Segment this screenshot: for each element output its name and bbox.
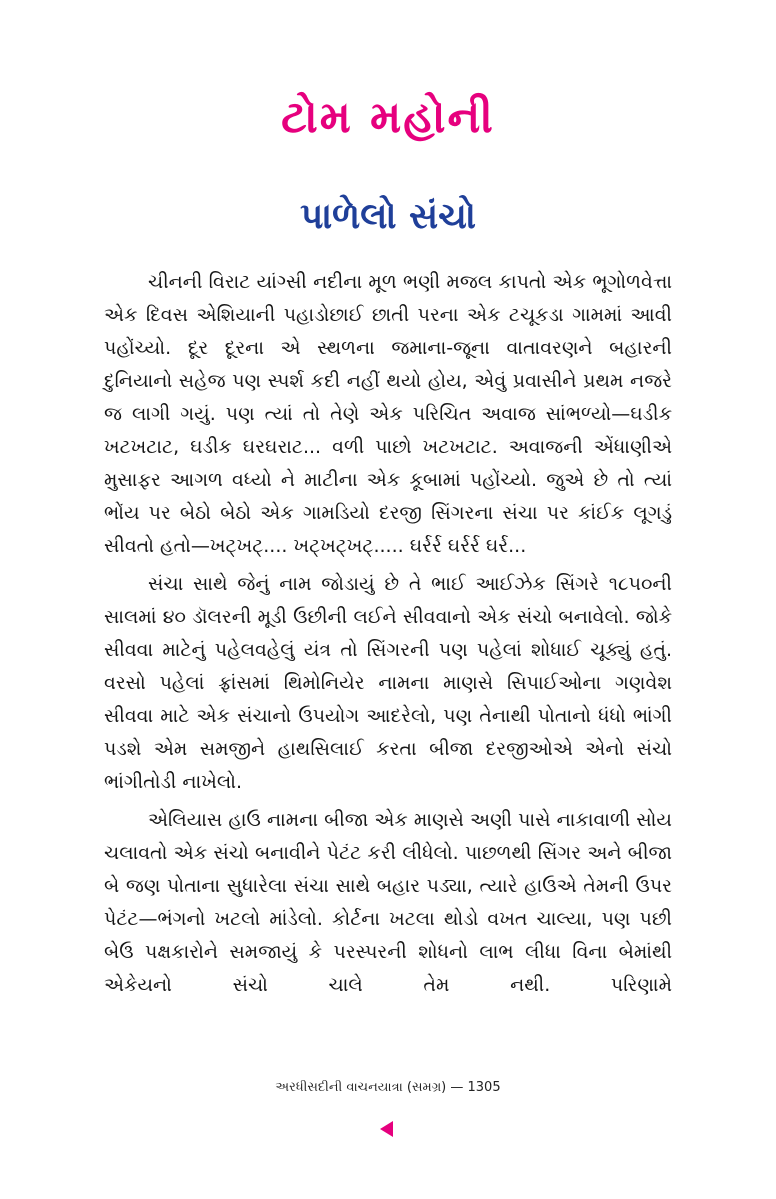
- author-heading: ટોમ મહોની: [281, 92, 495, 143]
- article-title: પાળેલો સંચો: [300, 196, 476, 237]
- paragraph-3: એલિયાસ હાઉ નામના બીજા એક માણસે અણી પાસે નાકાવાળી સોય ચલાવતો એક સંચો બનાવીને પેટંટ કરી લીધેલો. પાછળથી સિંગર અને બીજા બે જણ પોતાના સુધારેલા સંચા સાથે બહાર પડ્યા, ત્યારે હાઉએ તેમની ઉપર પેટંટ—ભંગનો ખટલો માંડેલો. કોર્ટના ખટલા થોડો વખત ચાલ્યા, પણ પછી બેઉ પક્ષકારોને સમજાયું કે પરસ્પરની શોધનો લાભ લીધા વિના બેમાંથી એકેયનો સંચો ચાલે તેમ નથી. પરિણામે: [104, 809, 672, 996]
- previous-page-arrow-icon[interactable]: [380, 1121, 393, 1137]
- paragraph-2: સંચા સાથે જેનું નામ જોડાયું છે તે ભાઈ આઈઝેક સિંગરે ૧૮૫૦ની સાલમાં ૪૦ ડૉલરની મૂડી ઉછીની લઈને સીવવાનો એક સંચો બનાવેલો. જોકે સીવવા માટેનું પહેલવહેલું યંત્ર તો સિંગરની પણ પહેલાં શોધાઈ ચૂક્યું હતું. વરસો પહેલાં ફ્રાંસમાં થિમોનિયેર નામના માણસે સિપાઈઓના ગણવેશ સીવવા માટે એક સંચાનો ઉપયોગ આદરેલો, પણ તેનાથી પોતાનો ધંધો ભાંગી પડશે એમ સમજીને હાથસિલાઈ કરતા બીજા દરજીઓએ એનો સંચો ભાંગીતોડી નાખેલો.: [104, 573, 672, 793]
- article-body: [104, 266, 672, 1007]
- page-footer: અરધીસદીની વાચનયાત્રા (સમગ્ર) — 1305: [275, 1080, 501, 1095]
- paragraph-1: ચીનની વિરાટ યાંગ્સી નદીના મૂળ ભણી મજલ કાપતો એક ભૂગોળવેત્તા એક દિવસ એશિયાની પહાડોછાઈ છાતી પરના એક ટચૂકડા ગામમાં આવી પહોંચ્યો. દૂર દૂરના એ સ્થળના જમાના-જૂના વાતાવરણને બહારની દુનિયાનો સહેજ પણ સ્પર્શ કદી નહીં થયો હોય, એવું પ્રવાસીને પ્રથમ નજરે જ લાગી ગયું. પણ ત્યાં તો તેણે એક પરિચિત અવાજ સાંભળ્યો—ઘડીક ખટખટાટ, ઘડીક ઘરઘરાટ... વળી પાછો ખટખટાટ. અવાજની એંધાણીએ મુસાફર આગળ વધ્યો ને માટીના એક કૂબામાં પહોંચ્યો. જુએ છે તો ત્યાં ભોંય પર બેઠો બેઠો એક ગામડિયો દરજી સિંગરના સંચા પર કાંઈક લૂગડું સીવતો હતો—ખટ્ખટ્.... ખટ્ખટ્ખટ્..... ઘર્રર્ર ઘર્રર્ર ઘર્ર...: [104, 271, 672, 557]
